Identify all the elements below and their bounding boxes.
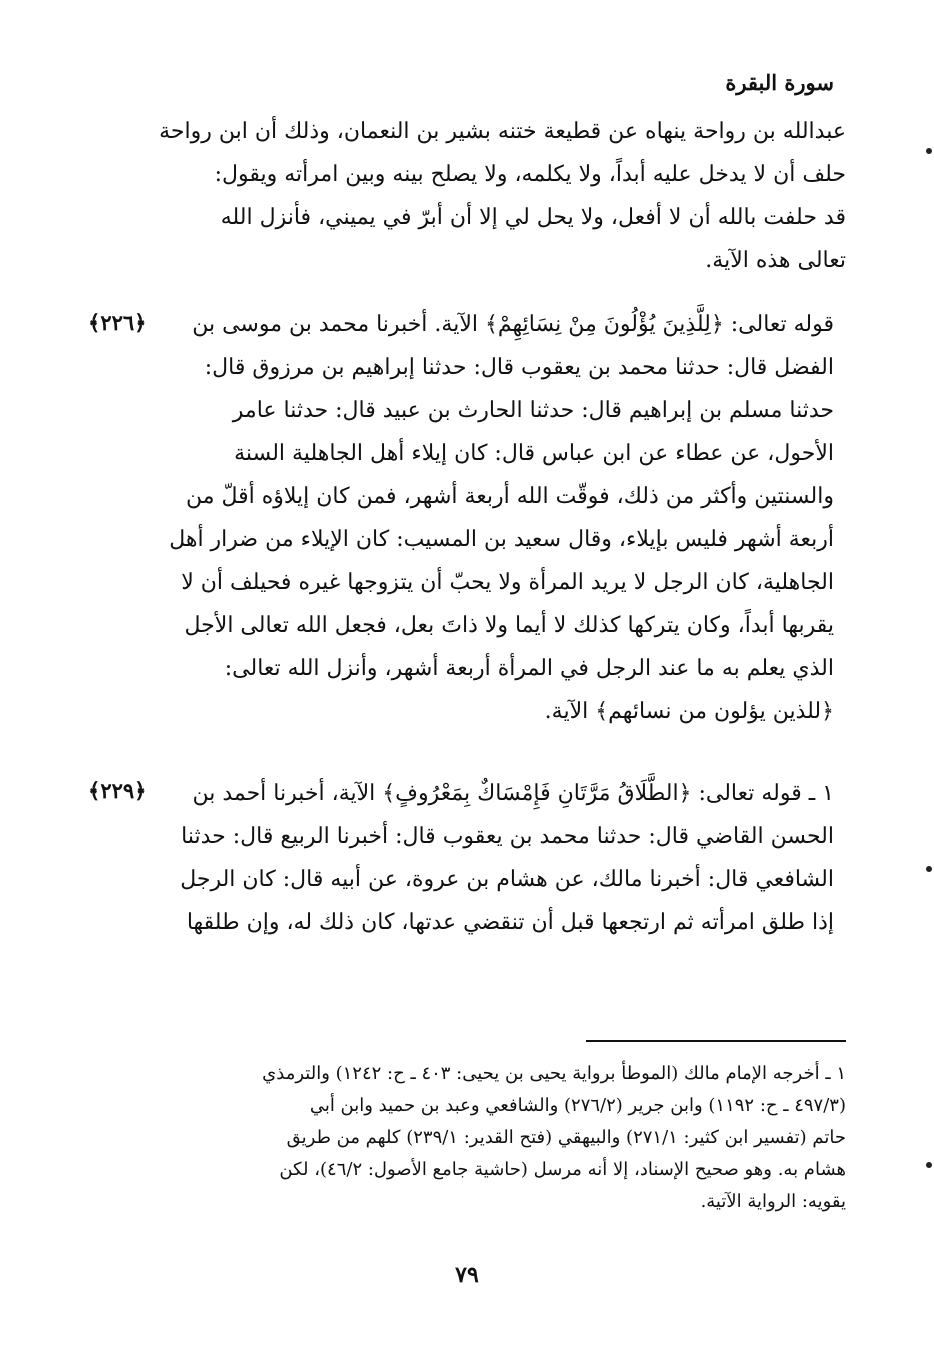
text-line: ١ ـ قوله تعالى: ﴿الطَّلَاقُ مَرَّتَانِ فَإِمْسَاكٌ بِمَعْرُوفٍ﴾ الآية، أخبرنا أحمد بن — [192, 781, 834, 806]
text-line: عبدالله بن رواحة ينهاه عن قطيعة ختنه بشير بن النعمان، وذلك أن ابن رواحة — [159, 119, 846, 144]
text-line: الحسن القاضي قال: حدثنا محمد بن يعقوب قال: أخبرنا الربيع قال: حدثنا — [181, 824, 834, 849]
footnotes — [86, 1058, 846, 1218]
footnote-line: هشام به. وهو صحيح الإسناد، إلا أنه مرسل (حاشية جامع الأصول: ٤٦/٢)، لكن — [279, 1159, 846, 1180]
page-header: سورة البقرة — [725, 70, 834, 95]
scan-mark — [926, 1162, 932, 1168]
scan-mark — [926, 148, 932, 154]
section-226 — [99, 303, 834, 733]
text-line: الفضل قال: حدثنا محمد بن يعقوب قال: حدثنا إبراهيم بن مرزوق قال: — [204, 355, 834, 380]
paragraph-continuation — [76, 110, 846, 282]
footnote-line: (٤٩٧/٣ ـ ح: ١١٩٢) وابن جرير (٢٧٦/٢) والشافعي وعبد بن حميد وابن أبي — [309, 1095, 846, 1116]
page-number: ٧٩ — [455, 1262, 479, 1288]
text-line: قد حلفت بالله أن لا أفعل، ولا يحل لي إلا أن أبرّ في يميني، فأنزل الله — [220, 205, 846, 230]
text-line: أربعة أشهر فليس بإيلاء، وقال سعيد بن المسيب: كان الإيلاء من ضرار أهل — [169, 527, 834, 552]
verse-number-226: ﴿٢٢٦﴾ — [88, 310, 147, 335]
text-line: تعالى هذه الآية. — [705, 248, 846, 273]
scan-mark — [926, 866, 932, 872]
footnote-separator — [586, 1040, 846, 1042]
text-line: حلف أن لا يدخل عليه أبداً، ولا يكلمه، ولا يصلح بينه وبين امرأته ويقول: — [214, 162, 846, 187]
footnote-line: حاتم (تفسير ابن كثير: ٢٧١/١) والبيهقي (فتح القدير: ٢٣٩/١) كلهم من طريق — [286, 1127, 846, 1148]
text-line: قوله تعالى: ﴿لِلَّذِينَ يُؤْلُونَ مِنْ نِسَائِهِمْ﴾ الآية. أخبرنا محمد بن موسى بن — [192, 312, 834, 337]
text-line: الأحول، عن عطاء عن ابن عباس قال: كان إيلاء أهل الجاهلية السنة — [234, 441, 834, 466]
footnote-line: ١ ـ أخرجه الإمام مالك (الموطأ برواية يحيى بن يحيى: ٤٠٣ ـ ح: ١٢٤٢) والترمذي — [262, 1063, 846, 1084]
section-229 — [99, 772, 834, 944]
text-line: الجاهلية، كان الرجل لا يريد المرأة ولا يحبّ أن يتزوجها غيره فحيلف أن لا — [181, 570, 834, 595]
text-line: يقربها أبداً، وكان يتركها كذلك لا أيما ولا ذاتَ بعل، فجعل الله تعالى الأجل — [184, 613, 834, 638]
text-line: الشافعي قال: أخبرنا مالك، عن هشام بن عروة، عن أبيه قال: كان الرجل — [180, 867, 834, 892]
text-line: والسنتين وأكثر من ذلك، فوقّت الله أربعة أشهر، فمن كان إيلاؤه أقلّ من — [185, 484, 834, 509]
verse-number-229: ﴿٢٢٩﴾ — [88, 778, 147, 803]
text-line: حدثنا مسلم بن إبراهيم قال: حدثنا الحارث بن عبيد قال: حدثنا عامر — [232, 398, 834, 423]
text-line: الذي يعلم به ما عند الرجل في المرأة أربعة أشهر، وأنزل الله تعالى: — [224, 656, 834, 681]
text-line: إذا طلق امرأته ثم ارتجعها قبل أن تنقضي عدتها، كان ذلك له، وإن طلقها — [186, 910, 834, 935]
footnote-line: يقويه: الرواية الآتية. — [700, 1191, 846, 1212]
text-line: ﴿للذين يؤلون من نسائهم﴾ الآية. — [544, 699, 834, 724]
